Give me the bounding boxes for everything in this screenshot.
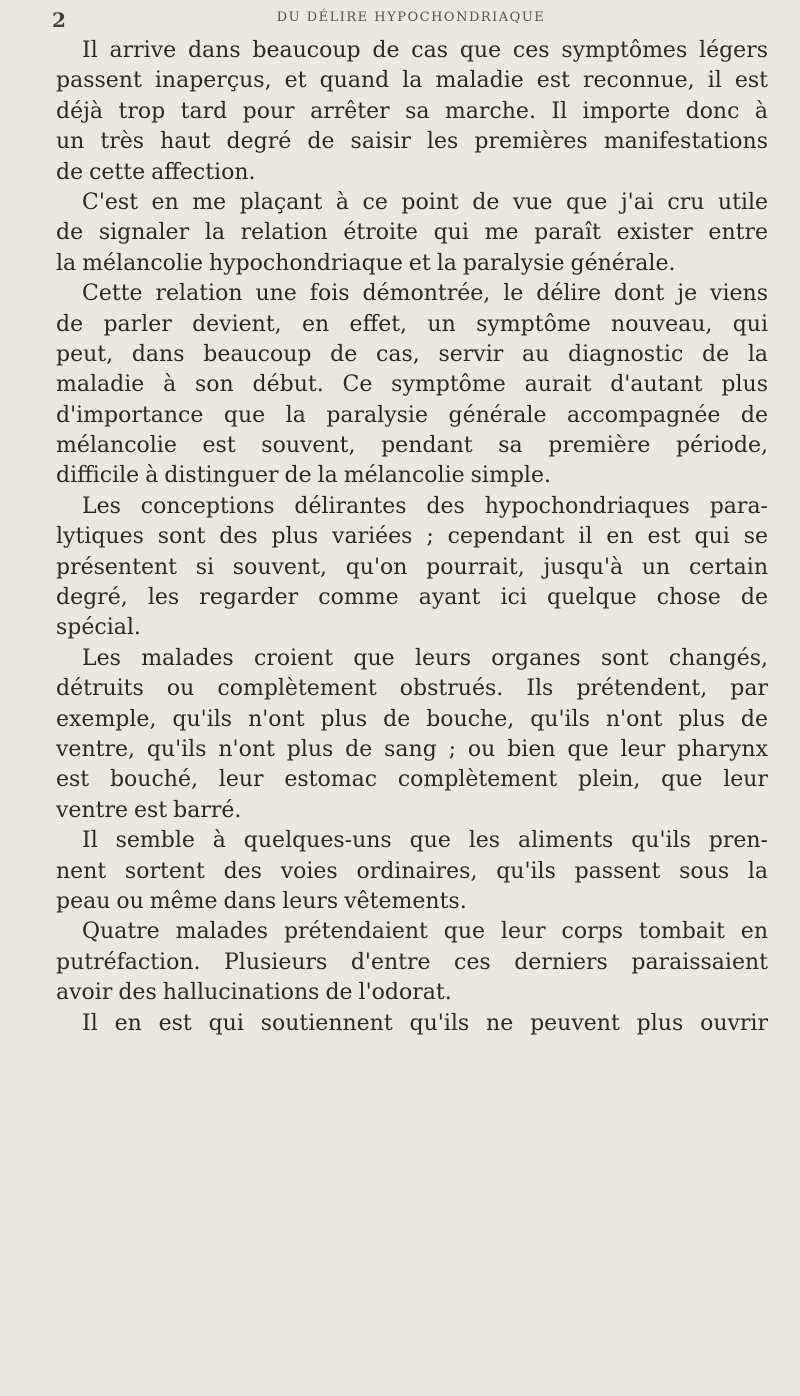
text-line: déjà trop tard pour arrêter sa marche. Il importe donc à (56, 98, 768, 124)
text-line: Les conceptions délirantes des hypochondriaques para- (82, 493, 768, 519)
text-line: Il semble à quelques-uns que les aliments qu'ils pren- (82, 828, 768, 854)
text-line: Il en est qui soutiennent qu'ils ne peuvent plus ouvrir (82, 1010, 768, 1036)
text-line: ventre, qu'ils n'ont plus de sang ; ou bien que leur pharynx (56, 736, 768, 762)
page-number: 2 (52, 8, 66, 32)
text-line: passent inaperçus, et quand la maladie est reconnue, il est (56, 68, 768, 94)
text-line: exemple, qu'ils n'ont plus de bouche, qu'ils n'ont plus de (56, 706, 768, 732)
text-line: peut, dans beaucoup de cas, servir au diagnostic de la (56, 341, 768, 367)
text-line: de signaler la relation étroite qui me paraît exister entre (56, 220, 768, 246)
body-text (56, 36, 768, 1039)
text-line: la mélancolie hypochondriaque et la paralysie générale. (56, 250, 676, 276)
text-line: nent sortent des voies ordinaires, qu'ils passent sous la (56, 858, 768, 884)
text-line: spécial. (56, 615, 141, 641)
text-line: est bouché, leur estomac complètement plein, que leur (56, 767, 768, 793)
text-line: putréfaction. Plusieurs d'entre ces derniers paraissaient (56, 949, 768, 975)
text-line: un très haut degré de saisir les premières manifestations (56, 129, 768, 155)
text-line: de parler devient, en effet, un symptôme nouveau, qui (56, 311, 768, 337)
text-line: degré, les regarder comme ayant ici quelque chose de (56, 585, 768, 611)
text-line: lytiques sont des plus variées ; cependant il en est qui se (56, 524, 768, 550)
text-line: peau ou même dans leurs vêtements. (56, 888, 467, 914)
text-line: maladie à son début. Ce symptôme aurait d'autant plus (56, 372, 768, 398)
text-line: présentent si souvent, qu'on pourrait, jusqu'à un certain (56, 554, 768, 580)
text-line: ventre est barré. (56, 797, 242, 823)
text-line: détruits ou complètement obstrués. Ils prétendent, par (56, 676, 768, 702)
text-line: Les malades croient que leurs organes sont changés, (82, 645, 768, 671)
text-line: avoir des hallucinations de l'odorat. (56, 980, 452, 1006)
text-line: de cette affection. (56, 159, 256, 185)
text-line: d'importance que la paralysie générale accompagnée de (56, 402, 768, 428)
text-line: C'est en me plaçant à ce point de vue que j'ai cru utile (82, 189, 768, 215)
page-header (52, 8, 770, 32)
text-line: Cette relation une fois démontrée, le délire dont je viens (82, 281, 768, 307)
text-line: difficile à distinguer de la mélancolie simple. (56, 463, 551, 489)
text-line: Quatre malades prétendaient que leur corps tombait en (82, 919, 768, 945)
running-head: DU DÉLIRE HYPOCHONDRIAQUE (276, 10, 546, 25)
text-line: Il arrive dans beaucoup de cas que ces symptômes légers (82, 38, 768, 63)
text-line: mélancolie est souvent, pendant sa première période, (56, 433, 768, 459)
